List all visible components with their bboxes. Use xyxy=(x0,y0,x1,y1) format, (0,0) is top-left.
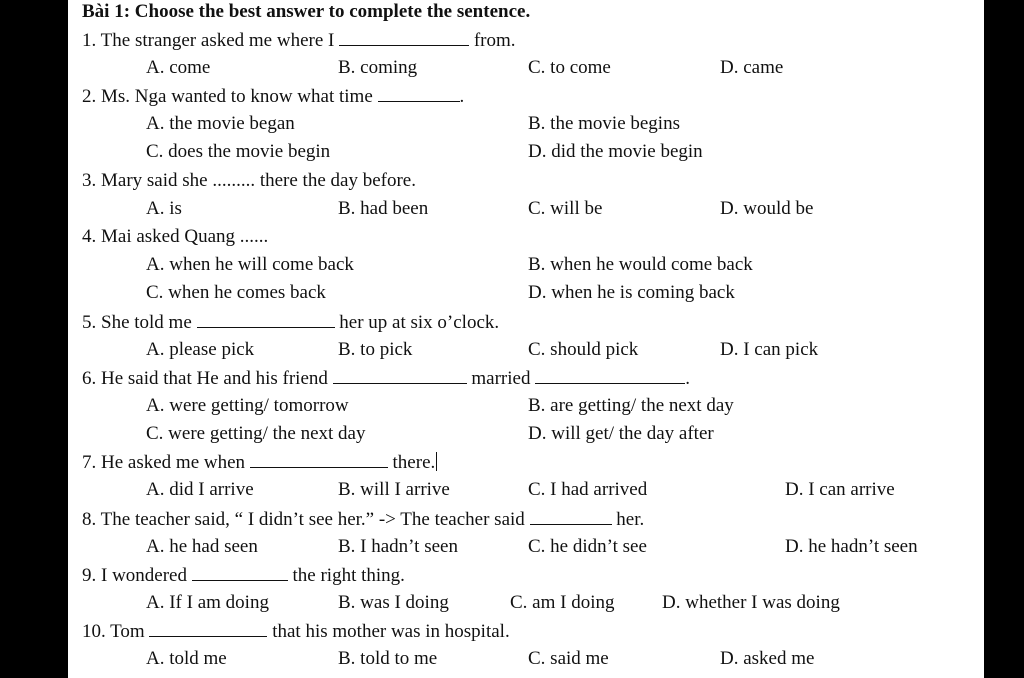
question-6 xyxy=(82,367,690,390)
question-text: her up at six o’clock. xyxy=(339,312,500,333)
question-9 xyxy=(82,564,405,587)
q8-option-b: B. I hadn’t seen xyxy=(338,536,458,557)
q3-option-b: B. had been xyxy=(338,198,429,219)
q1-option-b: B. coming xyxy=(338,57,418,78)
q4-option-a: A. when he will come back xyxy=(146,254,354,275)
q5-option-a: A. please pick xyxy=(146,339,255,360)
question-text: 7. He asked me when xyxy=(82,452,246,473)
q2-option-d: D. did the movie begin xyxy=(528,141,703,162)
question-10 xyxy=(82,620,510,643)
q4-option-c: C. when he comes back xyxy=(146,282,326,303)
worksheet-page xyxy=(68,0,984,678)
answer-blank xyxy=(333,367,467,384)
answer-blank xyxy=(339,29,469,46)
worksheet-title: Bài 1: Choose the best answer to complete the sentence. xyxy=(82,1,531,22)
q9-option-a: A. If I am doing xyxy=(146,592,269,613)
q7-option-b: B. will I arrive xyxy=(338,479,450,500)
answer-blank xyxy=(197,311,335,328)
question-text: 1. The stranger asked me where I xyxy=(82,30,335,51)
question-text: married xyxy=(471,368,531,389)
q6-option-d: D. will get/ the day after xyxy=(528,423,714,444)
question-text: from. xyxy=(473,30,516,51)
q8-option-c: C. he didn’t see xyxy=(528,536,647,557)
question-text: there. xyxy=(392,452,436,473)
question-5 xyxy=(82,311,499,334)
question-text: the right thing. xyxy=(292,565,405,586)
question-8 xyxy=(82,508,644,531)
question-text: . xyxy=(685,368,690,389)
q6-option-c: C. were getting/ the next day xyxy=(146,423,366,444)
answer-blank xyxy=(192,564,288,581)
q9-option-d: D. whether I was doing xyxy=(662,592,840,613)
question-1 xyxy=(82,29,516,52)
q8-option-d: D. he hadn’t seen xyxy=(785,536,918,557)
q3-option-d: D. would be xyxy=(720,198,814,219)
q3-option-c: C. will be xyxy=(528,198,603,219)
q2-option-a: A. the movie began xyxy=(146,113,295,134)
answer-blank xyxy=(530,508,612,525)
q7-option-a: A. did I arrive xyxy=(146,479,254,500)
answer-blank xyxy=(378,85,460,102)
question-text: that his mother was in hospital. xyxy=(272,621,510,642)
q1-option-d: D. came xyxy=(720,57,784,78)
q10-option-d: D. asked me xyxy=(720,648,815,669)
text-cursor xyxy=(436,452,437,471)
q6-option-a: A. were getting/ tomorrow xyxy=(146,395,349,416)
q3-option-a: A. is xyxy=(146,198,182,219)
q9-option-c: C. am I doing xyxy=(510,592,615,613)
answer-blank xyxy=(250,451,388,468)
q5-option-b: B. to pick xyxy=(338,339,413,360)
question-text: her. xyxy=(616,509,645,530)
q4-option-d: D. when he is coming back xyxy=(528,282,735,303)
q5-option-d: D. I can pick xyxy=(720,339,819,360)
q1-option-a: A. come xyxy=(146,57,211,78)
q6-option-b: B. are getting/ the next day xyxy=(528,395,734,416)
question-text: 5. She told me xyxy=(82,312,192,333)
question-4: 4. Mai asked Quang ...... xyxy=(82,226,269,247)
q7-option-d: D. I can arrive xyxy=(785,479,895,500)
question-text: . xyxy=(459,86,465,107)
question-3: 3. Mary said she ......... there the day before. xyxy=(82,170,416,191)
q7-option-c: C. I had arrived xyxy=(528,479,648,500)
question-text: 2. Ms. Nga wanted to know what time xyxy=(82,86,373,107)
q2-option-b: B. the movie begins xyxy=(528,113,680,134)
question-text: 10. Tom xyxy=(82,621,145,642)
answer-blank xyxy=(149,620,267,637)
question-2 xyxy=(82,85,464,108)
q10-option-c: C. said me xyxy=(528,648,609,669)
question-7 xyxy=(82,451,437,474)
question-text: 6. He said that He and his friend xyxy=(82,368,328,389)
q5-option-c: C. should pick xyxy=(528,339,639,360)
q9-option-b: B. was I doing xyxy=(338,592,449,613)
question-text: 8. The teacher said, “ I didn’t see her.” -> The teacher said xyxy=(82,509,525,530)
q1-option-c: C. to come xyxy=(528,57,611,78)
answer-blank xyxy=(535,367,685,384)
q8-option-a: A. he had seen xyxy=(146,536,258,557)
question-text: 9. I wondered xyxy=(82,565,187,586)
q4-option-b: B. when he would come back xyxy=(528,254,753,275)
q10-option-a: A. told me xyxy=(146,648,227,669)
q2-option-c: C. does the movie begin xyxy=(146,141,331,162)
q10-option-b: B. told to me xyxy=(338,648,438,669)
